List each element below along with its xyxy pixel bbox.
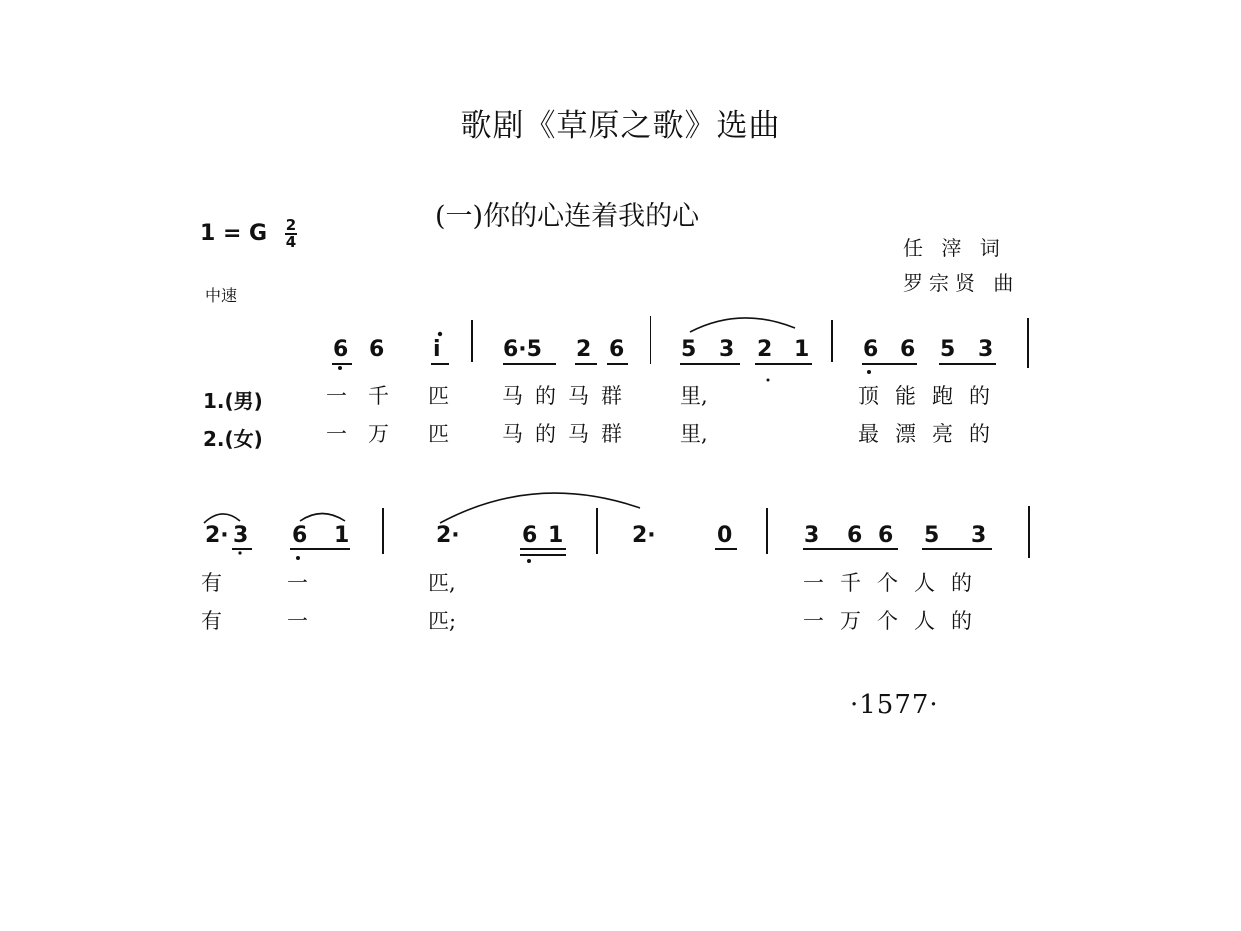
slur xyxy=(440,493,640,523)
note: 6 xyxy=(609,337,625,362)
key-text: 1 = G xyxy=(200,221,268,246)
bar-line xyxy=(382,508,384,554)
lyric: 里, xyxy=(680,422,708,446)
lyric: 一 xyxy=(287,609,308,633)
verse-label: 2.(女) xyxy=(203,427,263,451)
note: 2· xyxy=(205,523,229,548)
composer-credit: 罗宗贤 曲 xyxy=(903,271,1020,295)
note: 3 xyxy=(971,523,987,548)
note: 6 xyxy=(292,523,308,548)
lyric: 一 xyxy=(326,384,347,408)
verse-label: 1.(男) xyxy=(203,389,263,413)
lyric: 匹 xyxy=(428,384,449,408)
note: 6 xyxy=(333,337,349,362)
octave-dot xyxy=(338,366,342,370)
meter-bottom: 4 xyxy=(285,233,297,251)
note: 2· xyxy=(632,523,656,548)
note: 1 xyxy=(548,523,564,548)
lyric: 马的马群 xyxy=(502,384,634,408)
bar-line xyxy=(1027,318,1029,368)
lyric: 匹, xyxy=(428,571,456,595)
note: 5 xyxy=(940,337,956,362)
octave-dot xyxy=(438,332,442,336)
note: 0 xyxy=(717,523,733,548)
note: 2 xyxy=(576,337,592,362)
bar-line xyxy=(596,508,598,554)
lyric: 一 xyxy=(326,422,347,446)
lyric: 一千个人的 xyxy=(803,571,988,595)
octave-dot xyxy=(527,559,531,563)
slur xyxy=(204,514,240,523)
note: 6·5 xyxy=(503,337,542,362)
note: 6 xyxy=(522,523,538,548)
octave-dot xyxy=(296,556,300,560)
note: 6 xyxy=(863,337,879,362)
note: 3 xyxy=(719,337,735,362)
note: 6 xyxy=(878,523,894,548)
bar-line xyxy=(831,320,833,362)
note: 1 xyxy=(794,337,810,362)
page-title: 歌剧《草原之歌》选曲 xyxy=(460,108,781,144)
note: 2· xyxy=(436,523,460,548)
note: i xyxy=(433,337,441,362)
lyric: 有 xyxy=(201,571,222,595)
slur xyxy=(690,318,795,332)
lyricist-credit: 任 滓 词 xyxy=(903,236,1006,260)
lyric: 匹; xyxy=(428,609,457,633)
lyric: 有 xyxy=(201,609,222,633)
note: 6 xyxy=(847,523,863,548)
note: 3 xyxy=(978,337,994,362)
note: 5 xyxy=(924,523,940,548)
note: 1 xyxy=(334,523,350,548)
bar-line xyxy=(650,316,651,364)
lyric: 万 xyxy=(368,422,389,446)
note: 3 xyxy=(233,523,249,548)
octave-dot xyxy=(867,370,871,374)
lyric: 匹 xyxy=(428,422,449,446)
lyric: 最漂亮的 xyxy=(858,422,1006,446)
slur xyxy=(300,514,345,522)
note: 6 xyxy=(369,337,385,362)
octave-dot xyxy=(767,379,770,382)
lyric: 一万个人的 xyxy=(803,609,988,633)
bar-line xyxy=(1028,506,1030,558)
meter-top: 2 xyxy=(285,216,297,234)
tempo-marking: 中速 xyxy=(205,286,238,305)
note: 2 xyxy=(757,337,773,362)
page-number: ·1577· xyxy=(850,690,939,720)
lyric: 马的马群 xyxy=(502,422,634,446)
bar-line xyxy=(471,320,473,362)
note: 3 xyxy=(804,523,820,548)
lyric: 里, xyxy=(680,384,708,408)
song-subtitle: (一)你的心连着我的心 xyxy=(435,201,700,232)
note: 5 xyxy=(681,337,697,362)
lyric: 千 xyxy=(368,384,389,408)
bar-line xyxy=(766,508,768,554)
lyric: 一 xyxy=(287,571,308,595)
lyric: 顶能跑的 xyxy=(858,384,1006,408)
note: 6 xyxy=(900,337,916,362)
octave-dot xyxy=(238,551,241,554)
